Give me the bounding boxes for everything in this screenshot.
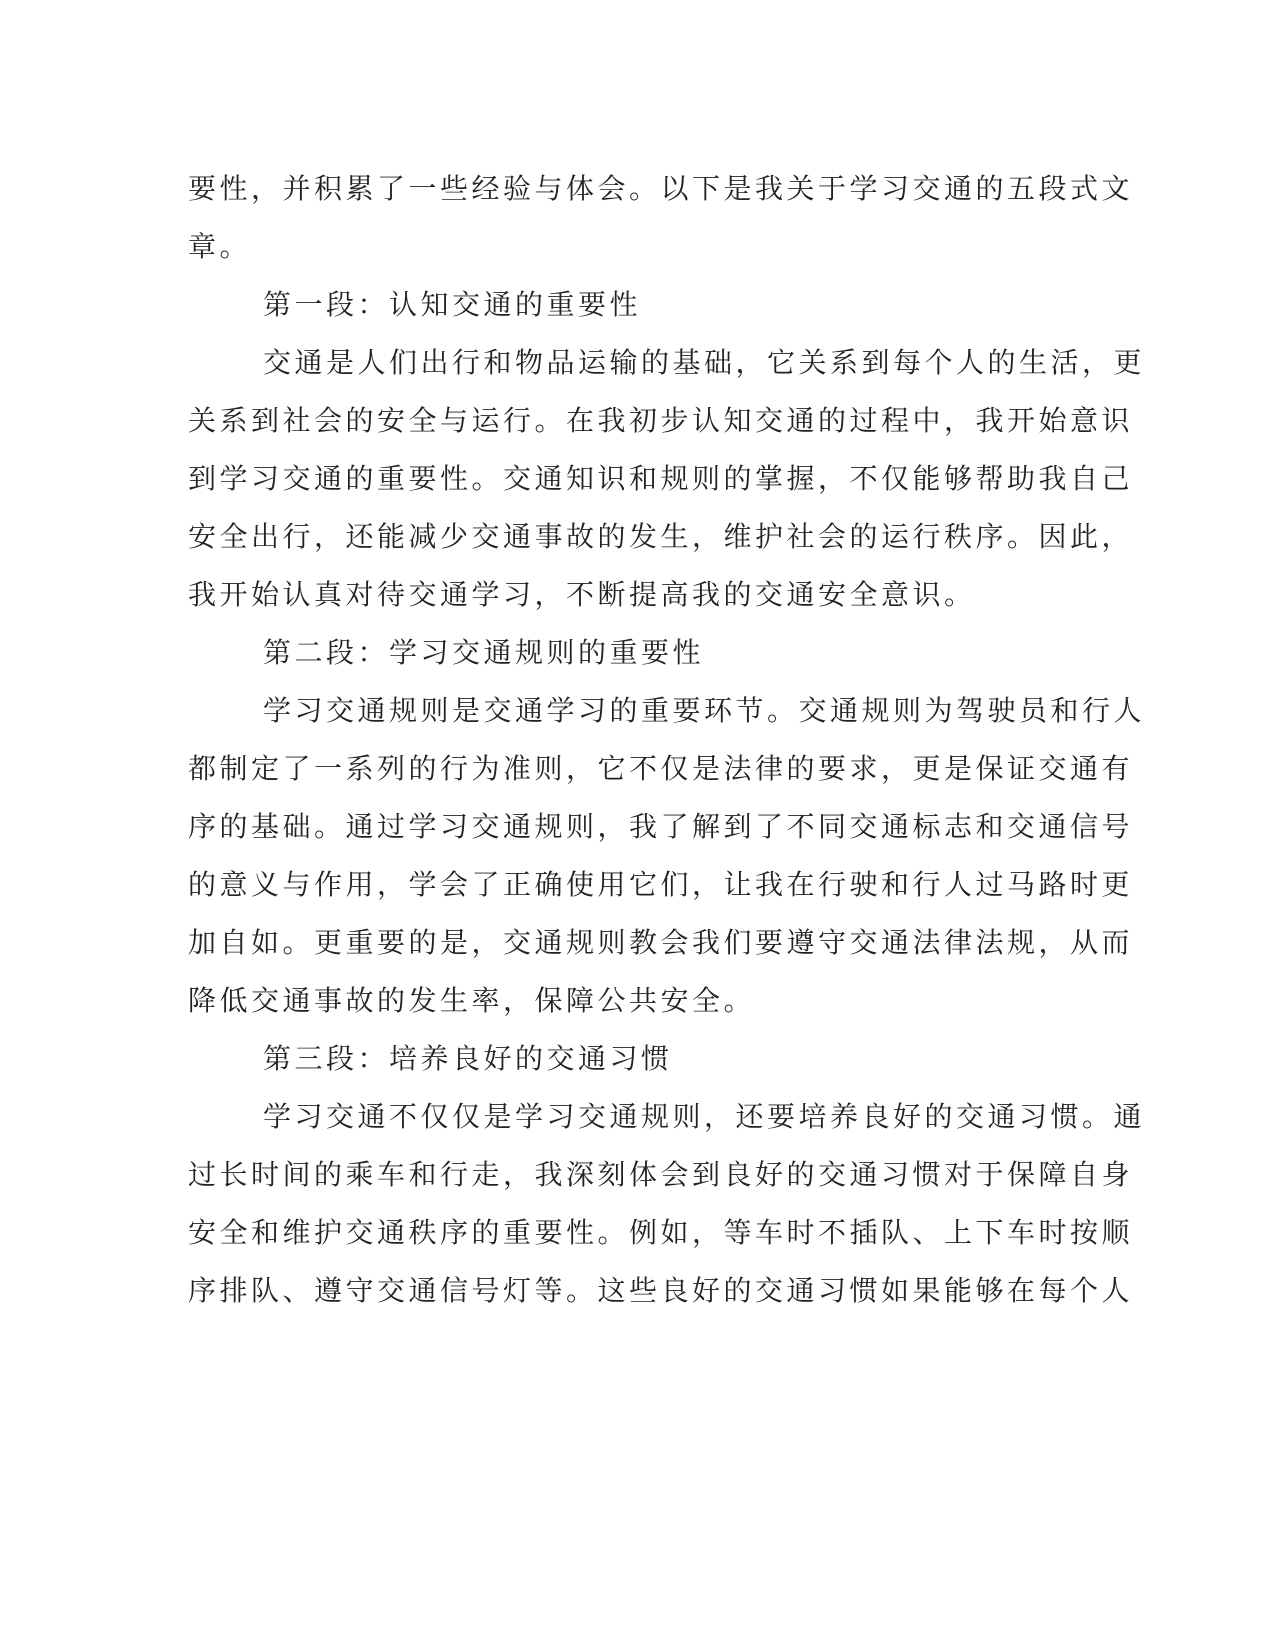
text-line: 序的基础。通过学习交通规则，我了解到了不同交通标志和交通信号 (188, 810, 1134, 843)
text-line: 安全出行，还能减少交通事故的发生，维护社会的运行秩序。因此， (188, 520, 1134, 553)
text-line: 的意义与作用，学会了正确使用它们，让我在行驶和行人过马路时更 (188, 868, 1134, 901)
section-heading-1: 第一段：认知交通的重要性 (263, 288, 642, 321)
text-line: 要性，并积累了一些经验与体会。以下是我关于学习交通的五段式文 (188, 172, 1134, 205)
text-line: 降低交通事故的发生率，保障公共安全。 (188, 984, 756, 1017)
text-line: 安全和维护交通秩序的重要性。例如，等车时不插队、上下车时按顺 (188, 1216, 1134, 1249)
text-line: 序排队、遵守交通信号灯等。这些良好的交通习惯如果能够在每个人 (188, 1274, 1134, 1307)
text-line: 过长时间的乘车和行走，我深刻体会到良好的交通习惯对于保障自身 (188, 1158, 1134, 1191)
document-body (188, 160, 1146, 1320)
section-heading-2: 第二段：学习交通规则的重要性 (263, 636, 705, 669)
text-line: 章。 (188, 230, 252, 263)
text-line: 到学习交通的重要性。交通知识和规则的掌握，不仅能够帮助我自己 (188, 462, 1134, 495)
text-line: 都制定了一系列的行为准则，它不仅是法律的要求，更是保证交通有 (188, 752, 1134, 785)
text-line: 关系到社会的安全与运行。在我初步认知交通的过程中，我开始意识 (188, 404, 1134, 437)
paragraph-start: 交通是人们出行和物品运输的基础，它关系到每个人的生活，更 (263, 346, 1146, 379)
text-line: 加自如。更重要的是，交通规则教会我们要遵守交通法律法规，从而 (188, 926, 1134, 959)
paragraph-start: 学习交通规则是交通学习的重要环节。交通规则为驾驶员和行人 (263, 694, 1146, 727)
paragraph-start: 学习交通不仅仅是学习交通规则，还要培养良好的交通习惯。通 (263, 1100, 1146, 1133)
section-heading-3: 第三段：培养良好的交通习惯 (263, 1042, 673, 1075)
text-line: 我开始认真对待交通学习，不断提高我的交通安全意识。 (188, 578, 976, 611)
